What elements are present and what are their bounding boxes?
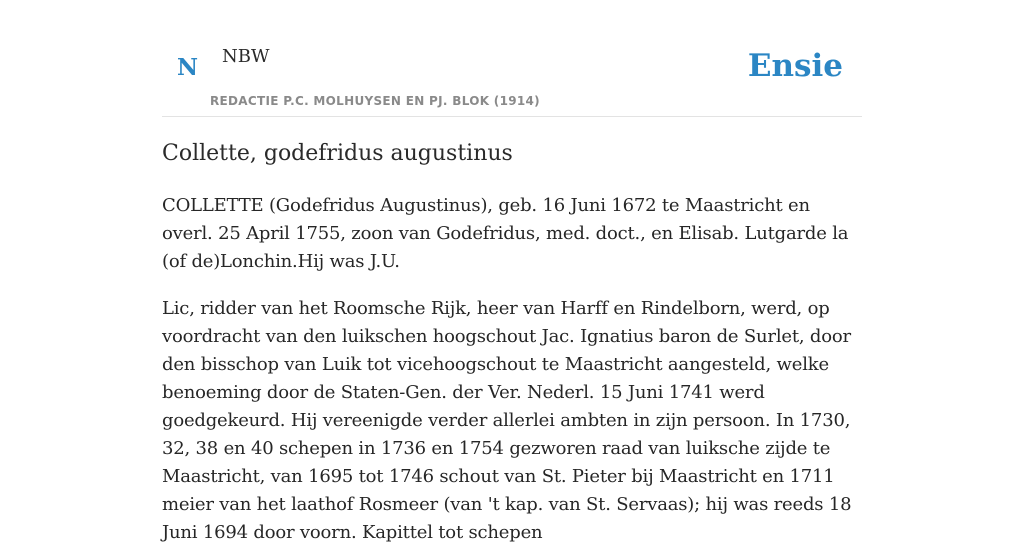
article — [162, 138, 862, 547]
source-logo-icon[interactable]: N — [177, 54, 199, 81]
brand-logo-link[interactable]: Ensie — [747, 48, 843, 84]
article-paragraph: COLLETTE (Godefridus Augustinus), geb. 16 Juni 1672 te Maastricht en overl. 25 April 1755, zoon van Godefridus, med. doct., en Elisab. Lutgarde la (of de)Lonchin.Hij was J.U. — [162, 195, 849, 272]
site-header — [162, 0, 862, 117]
article-title: Collette, godefridus augustinus — [162, 141, 513, 166]
source-editors: REDACTIE P.C. MOLHUYSEN EN PJ. BLOK (1914) — [210, 94, 540, 108]
article-paragraph: Lic, ridder van het Roomsche Rijk, heer van Harff en Rindelborn, werd, op voordracht van den luikschen hoogschout Jac. Ignatius baron de Surlet, door den bisschop van Luik tot vicehoogschout te Maastricht aangesteld, welke benoeming door de Staten-Gen. der Ver. Nederl. 15 Juni 1741 werd goedgekeurd. Hij vereenigde verder allerlei ambten in zijn persoon. In 1730, 32, 38 en 40 schepen in 1736 en 1754 gezworen raad van luiksche zijde te Maastricht, van 1695 tot 1746 schout van St. Pieter bij Maastricht en 1711 meier van het laathof Rosmeer (van 't kap. van St. Servaas); hij was reeds 18 Juni 1694 door voorn. Kapittel tot schepen — [162, 298, 852, 543]
source-name[interactable]: NBW — [222, 46, 270, 67]
